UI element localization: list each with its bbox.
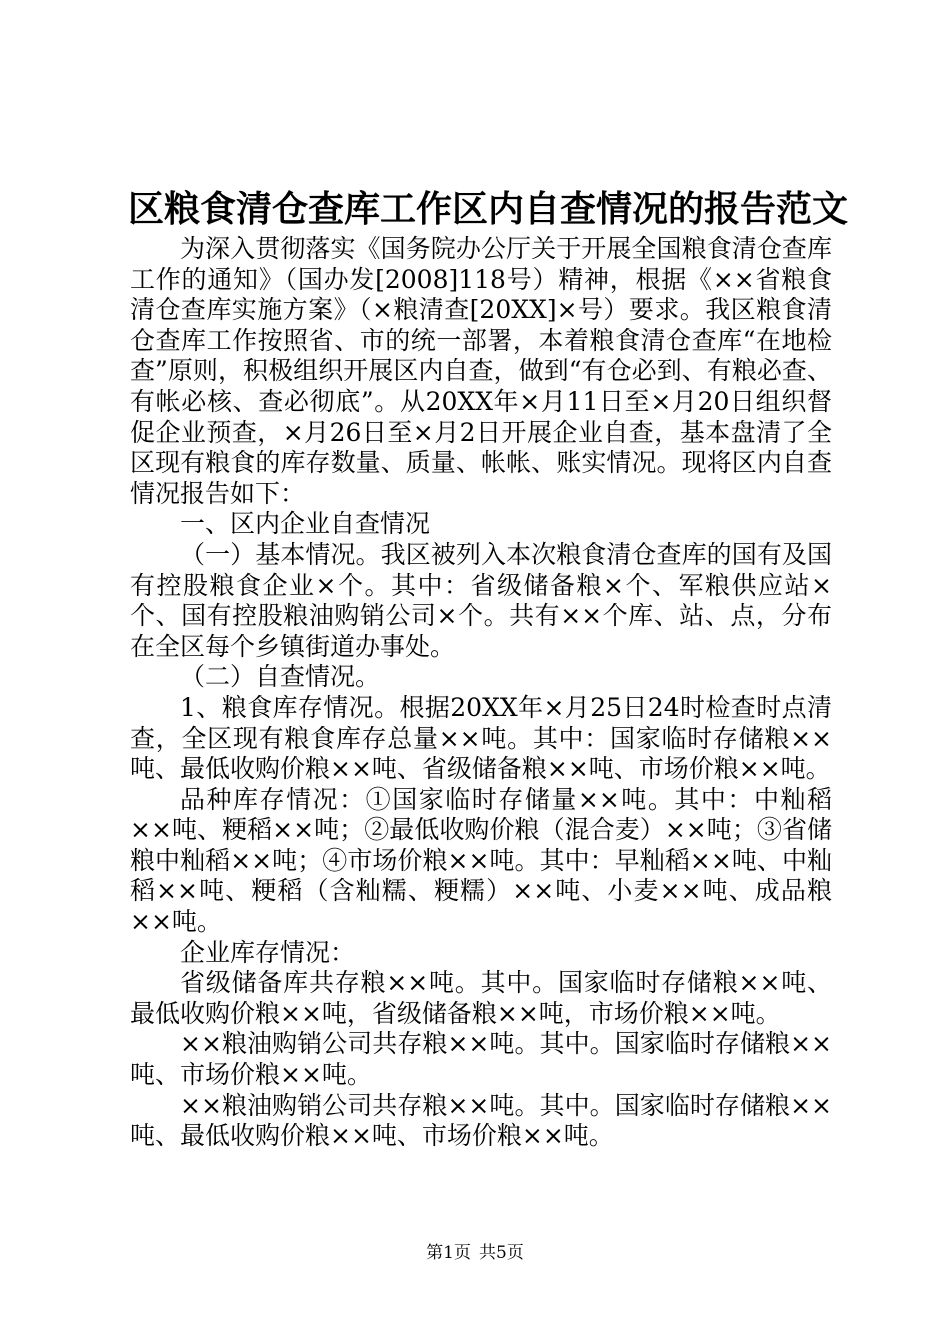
page-footer (0, 1241, 950, 1265)
section-heading-1: 一、区内企业自查情况 (180, 509, 431, 539)
paragraph-enterprise-inventory-label: 企业库存情况： (180, 937, 356, 967)
document-body (130, 234, 832, 1152)
paragraph-basic-info: （一）基本情况。我区被列入本次粮食清仓查库的国有及国有控股粮食企业×个。其中：省级储备粮×个、军粮供应站×个、国有控股粮油购销公司×个。共有××个库、站、点，分布在全区每个乡镇街道办事处。 (130, 539, 832, 661)
paragraph-provincial-reserve: 省级储备库共存粮××吨。其中。国家临时存储粮××吨、最低收购价粮××吨，省级储备粮××吨，市场价粮××吨。 (130, 968, 832, 1028)
paragraph-intro: 为深入贯彻落实《国务院办公厅关于开展全国粮食清仓查库工作的通知》（国办发[2008]118号）精神，根据《××省粮食清仓查库实施方案》（×粮清查[20XX]×号）要求。我区粮食清仓查库工作按照省、市的统一部署，本着粮食清仓查库“在地检查”原则，积极组织开展区内自查，做到“有仓必到、有粮必查、有帐必核、查必彻底”。从20XX年×月11日至×月20日组织督促企业预查，×月26日至×月2日开展企业自查，基本盘清了全区现有粮食的库存数量、质量、帐帐、账实情况。现将区内自查情况报告如下： (130, 234, 832, 508)
paragraph-grain-inventory: 1、粮食库存情况。根据20XX年×月25日24时检查时点清查，全区现有粮食库存总量××吨。其中：国家临时存储粮××吨、最低收购价粮××吨、省级储备粮××吨、市场价粮××吨。 (130, 692, 832, 784)
paragraph-company-b: ××粮油购销公司共存粮××吨。其中。国家临时存储粮××吨、最低收购价粮××吨、市场价粮××吨。 (130, 1090, 832, 1151)
page-total: 共5页 (479, 1243, 524, 1263)
page-number: 第1页 (426, 1243, 471, 1263)
document-title: 区粮食清仓查库工作区内自查情况的报告范文 (128, 188, 849, 230)
subsection-heading-self-check: （二）自查情况。 (180, 662, 381, 692)
paragraph-company-a: ××粮油购销公司共存粮××吨。其中。国家临时存储粮××吨、市场价粮××吨。 (130, 1029, 832, 1090)
paragraph-variety-inventory: 品种库存情况：①国家临时存储量××吨。其中：中籼稻××吨、粳稻××吨；②最低收购价粮（混合麦）××吨；③省储粮中籼稻××吨；④市场价粮××吨。其中：早籼稻××吨、中籼稻××吨、粳稻（含籼糯、粳糯）××吨、小麦××吨、成品粮××吨。 (130, 784, 832, 937)
